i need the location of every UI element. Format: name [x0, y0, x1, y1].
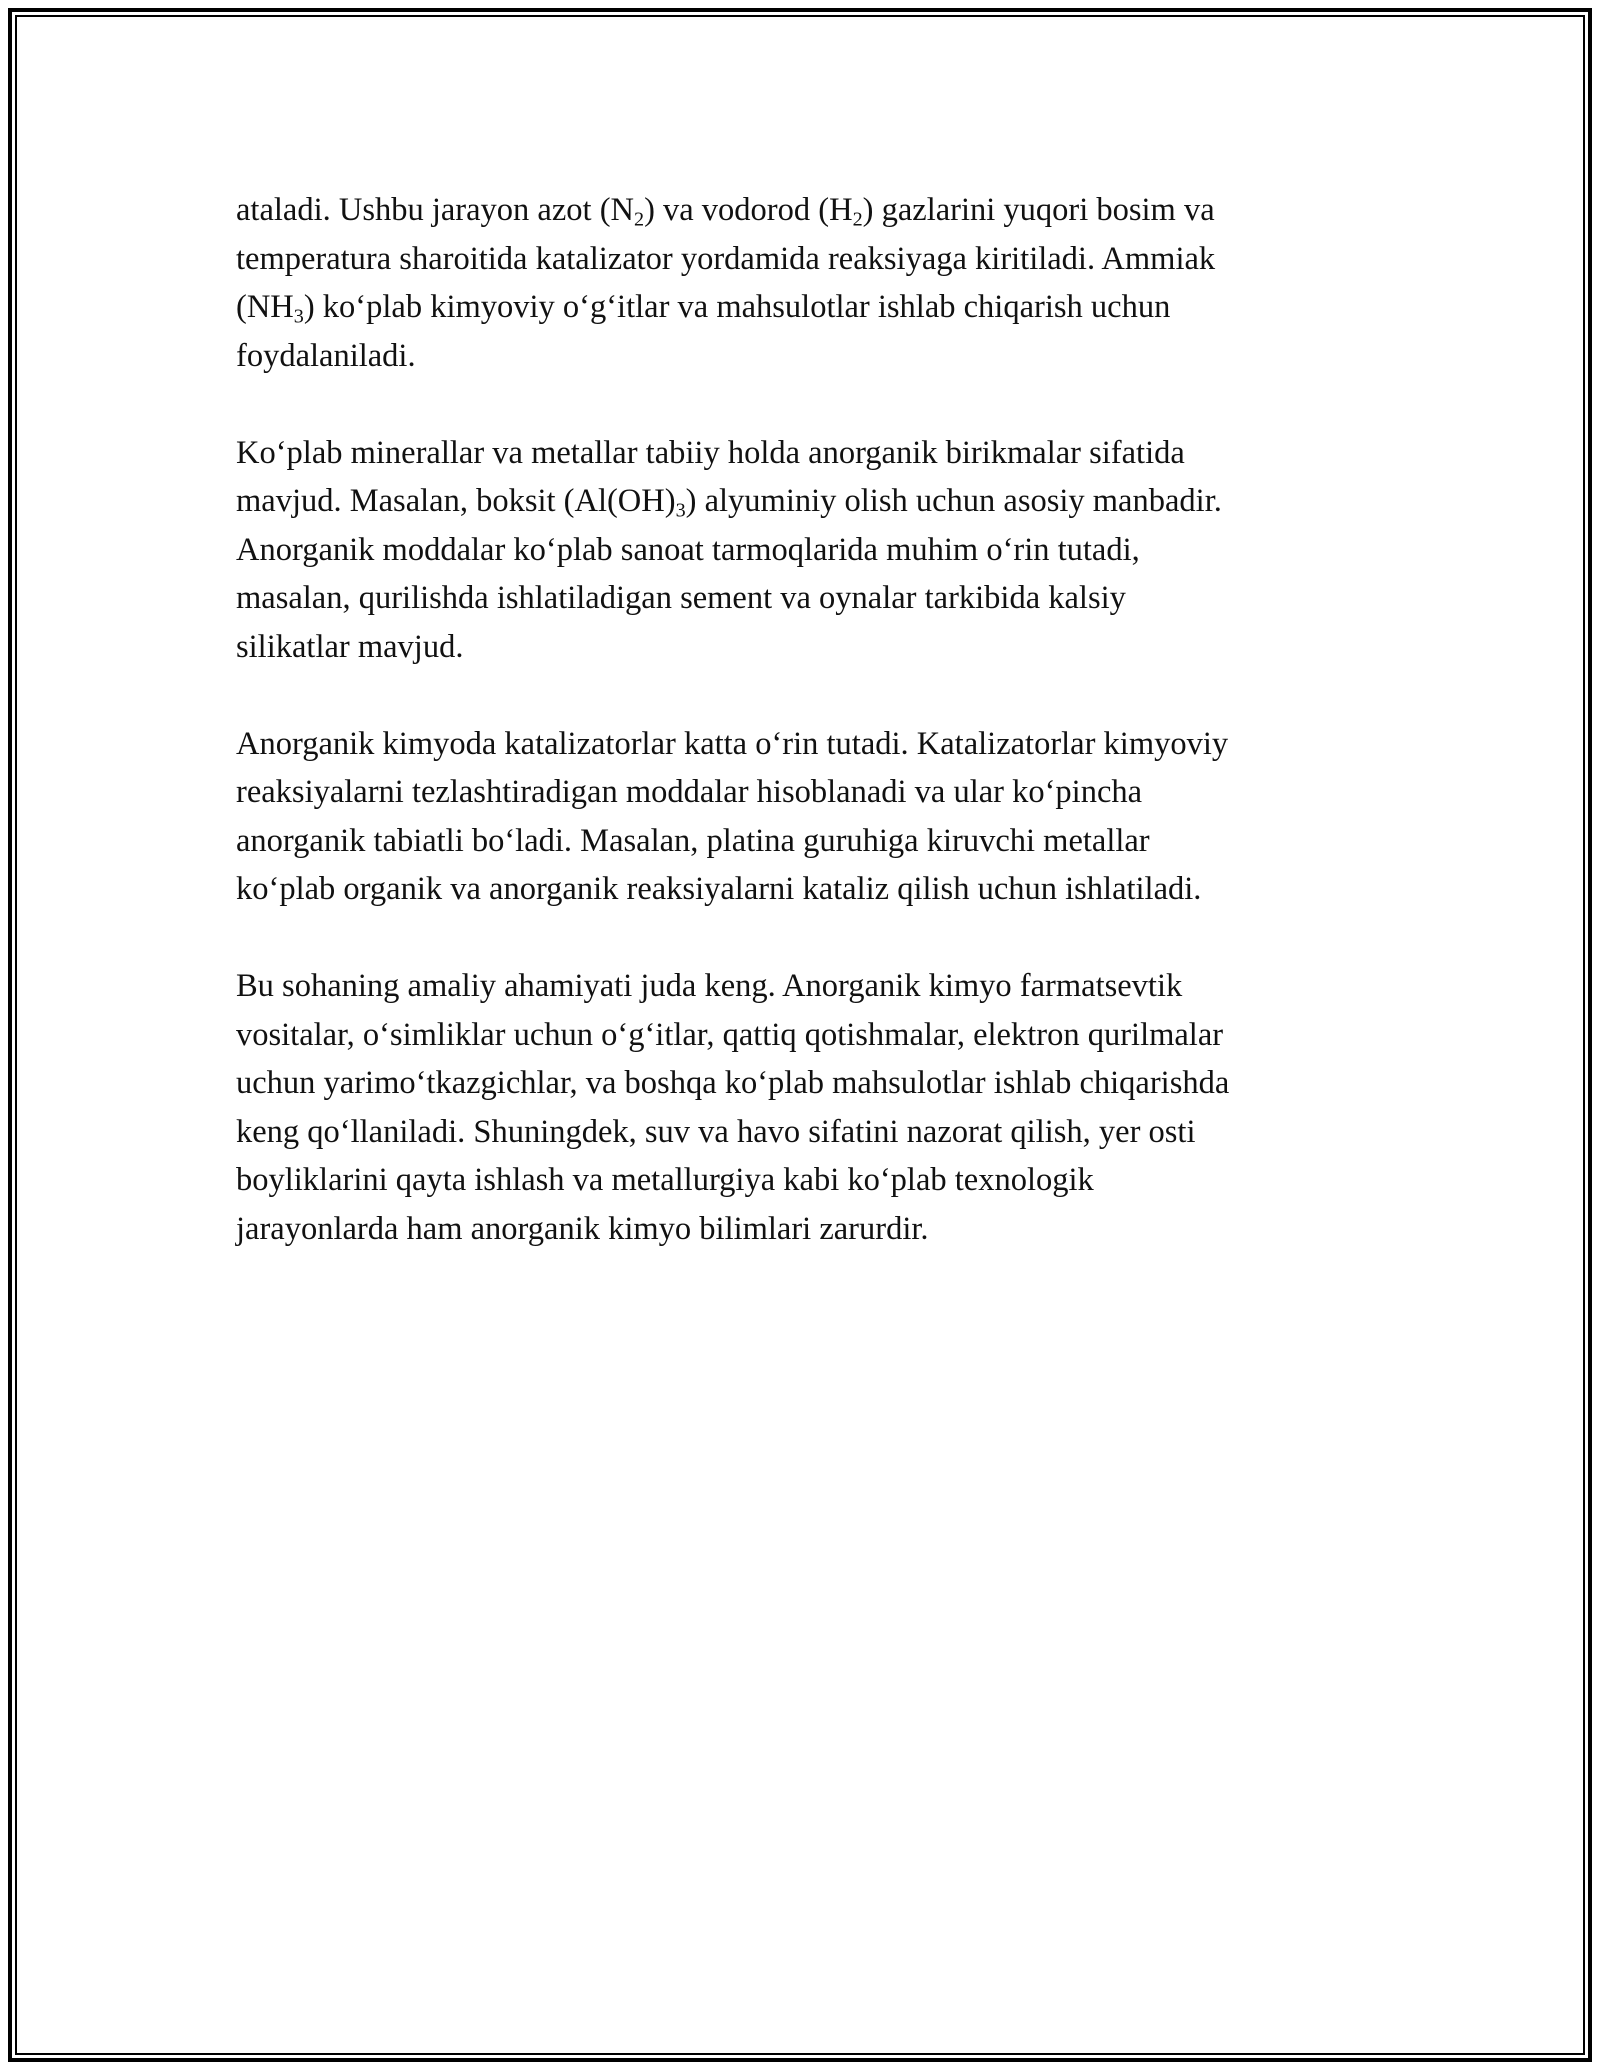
text-line [236, 574, 1396, 623]
subscript-text: 3 [675, 499, 686, 522]
text-line [236, 1059, 1396, 1108]
paragraph-applications [236, 962, 1396, 1253]
text-line [236, 283, 1396, 332]
text-segment: ko‘plab organik va anorganik reaksiyalarni kataliz qilish uchun ishlatiladi. [236, 871, 1202, 907]
document-body [236, 186, 1396, 1302]
text-segment: keng qo‘llaniladi. Shuningdek, suv va havo sifatini nazorat qilish, yer osti [236, 1113, 1196, 1150]
text-line [236, 1108, 1396, 1157]
text-segment: Anorganik kimyoda katalizatorlar katta o‘rin tutadi. Katalizatorlar kimyoviy [236, 725, 1229, 762]
text-segment: (NH [236, 289, 294, 325]
text-line [236, 1205, 1396, 1254]
text-segment: boyliklarini qayta ishlash va metallurgiya kabi ko‘plab texnologik [236, 1162, 1094, 1198]
subscript-text: 2 [852, 208, 863, 231]
text-line [236, 477, 1396, 526]
text-segment: vositalar, o‘simliklar uchun o‘g‘itlar, qattiq qotishmalar, elektron qurilmalar [236, 1016, 1224, 1053]
paragraph-minerals [236, 429, 1396, 672]
text-line [236, 962, 1396, 1011]
subscript-text: 3 [293, 305, 304, 328]
text-segment: ) ko‘plab kimyoviy o‘g‘itlar va mahsulotlar ishlab chiqarish uchun [303, 289, 1171, 325]
text-line [236, 429, 1396, 478]
subscript-text: 2 [633, 208, 645, 231]
text-segment: foydalaniladi. [236, 337, 416, 374]
text-segment: reaksiyalarni tezlashtiradigan moddalar hisoblanadi va ular ko‘pincha [236, 774, 1143, 810]
text-segment: Ko‘plab minerallar va metallar tabiiy holda anorganik birikmalar sifatida [236, 434, 1185, 471]
paragraph-catalysts [236, 720, 1396, 914]
text-line [236, 817, 1396, 866]
text-line [236, 720, 1396, 769]
text-line [236, 235, 1396, 284]
text-segment: ) gazlarini yuqori bosim va [862, 192, 1215, 228]
text-segment: anorganik tabiatli bo‘ladi. Masalan, platina guruhiga kiruvchi metallar [236, 822, 1150, 859]
text-segment: uchun yarimo‘tkazgichlar, va boshqa ko‘plab mahsulotlar ishlab chiqarishda [236, 1065, 1230, 1101]
text-line [236, 526, 1396, 575]
paragraph-ammonia [236, 186, 1396, 380]
text-line [236, 865, 1396, 914]
text-line [236, 1011, 1396, 1060]
text-segment: Bu sohaning amaliy ahamiyati juda keng. Anorganik kimyo farmatsevtik [236, 968, 1183, 1004]
text-segment: mavjud. Masalan, boksit (Al(OH) [236, 483, 676, 519]
text-segment: silikatlar mavjud. [236, 628, 464, 665]
text-line [236, 186, 1396, 235]
text-segment: temperatura sharoitida katalizator yordamida reaksiyaga kiritiladi. Ammiak [236, 240, 1216, 277]
text-line [236, 768, 1396, 817]
text-segment: ) va vodorod (H [644, 192, 853, 228]
text-line [236, 332, 1396, 381]
text-segment: Anorganik moddalar ko‘plab sanoat tarmoqlarida muhim o‘rin tutadi, [236, 531, 1140, 568]
text-segment: ) alyuminiy olish uchun asosiy manbadir. [685, 483, 1222, 519]
text-segment: jarayonlarda ham anorganik kimyo bilimlari zarurdir. [236, 1210, 929, 1247]
text-line [236, 1156, 1396, 1205]
text-segment: masalan, qurilishda ishlatiladigan sement va oynalar tarkibida kalsiy [236, 580, 1126, 616]
text-segment: ataladi. Ushbu jarayon azot (N [236, 192, 634, 228]
text-line [236, 623, 1396, 672]
